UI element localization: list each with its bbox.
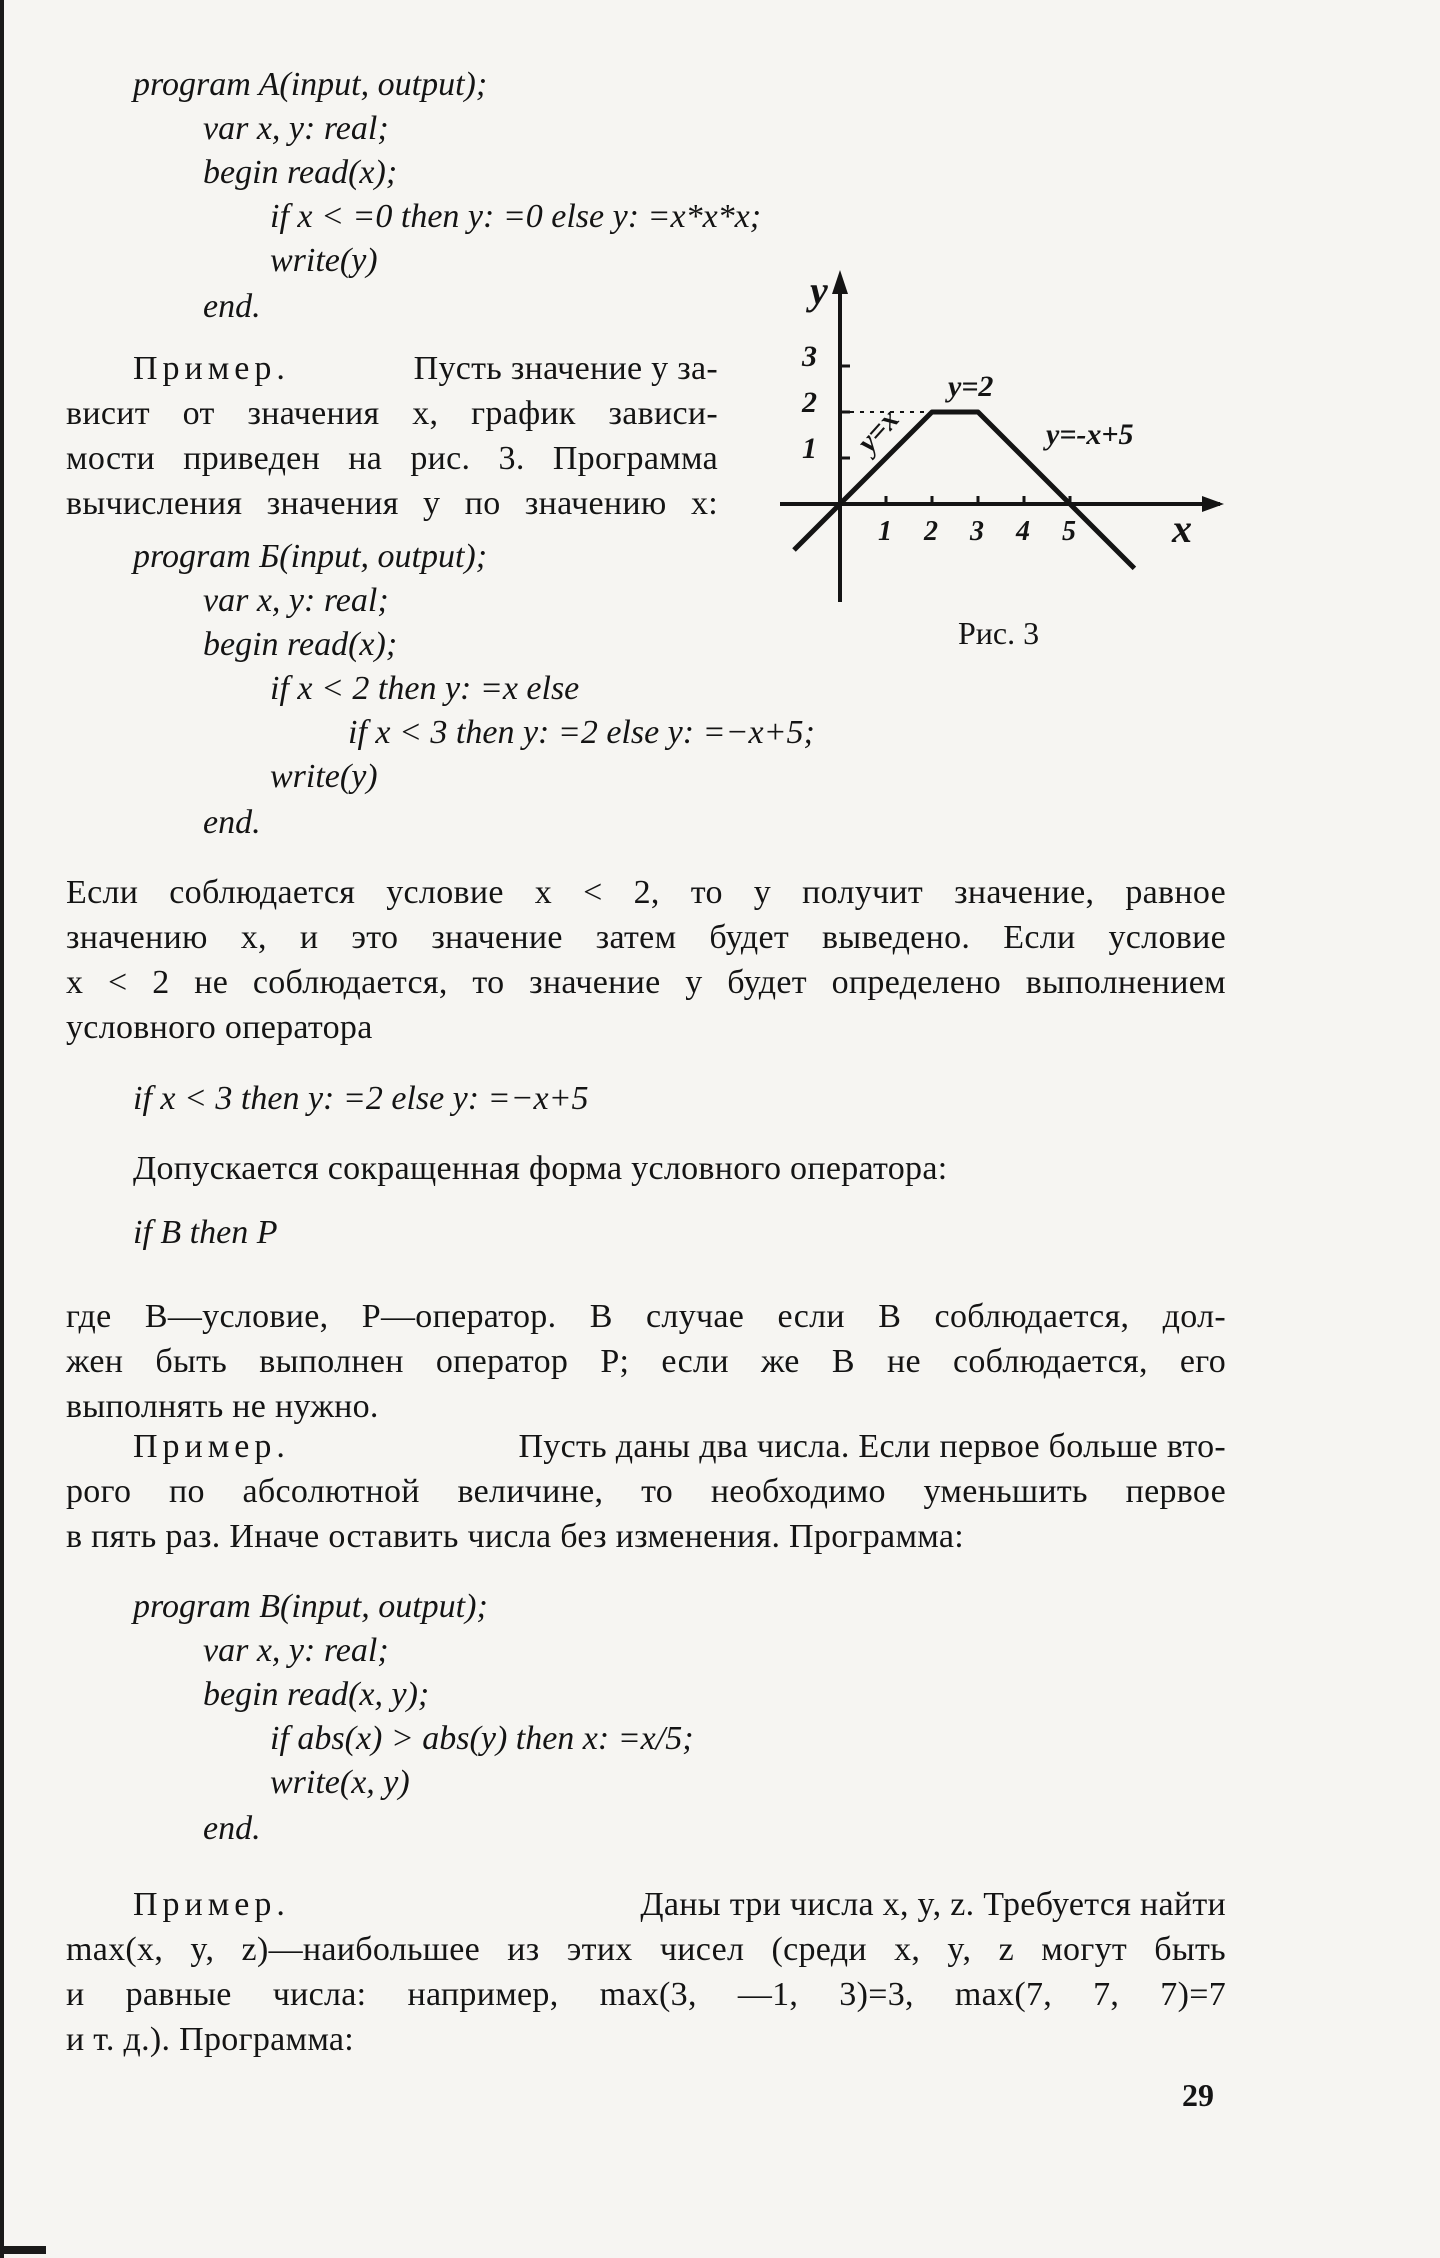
code-line: if x < 3 then y: =2 else y: =−x+5; (348, 714, 815, 751)
text-line: max(x, y, z)—наибольшее из этих чисел (среди x, y, z могут быть (66, 1931, 1226, 1968)
text-line: рого по абсолютной величине, то необходимо уменьшить первое (66, 1473, 1226, 1510)
x-tick-label-1: 1 (878, 516, 892, 547)
text-line: и равные числа: например, max(3, —1, 3)=3, max(7, 7, 7)=7 (66, 1976, 1226, 2013)
text-line: Допускается сокращенная форма условного оператора: (133, 1150, 948, 1187)
text-fragment: Пусть даны два числа. Если первое больше вто- (518, 1428, 1226, 1465)
label-y-equals-2: y=2 (948, 370, 994, 403)
code-line: if x < =0 then y: =0 else y: =x*x*x; (270, 198, 762, 235)
page-edge-shadow (0, 0, 4, 2258)
y-tick-label-2: 2 (802, 386, 817, 419)
y-axis-label: y (810, 268, 828, 313)
text-line: вычисления значения y по значению x: (66, 485, 718, 522)
text-line (133, 348, 718, 390)
code-line: write(y) (270, 758, 378, 795)
page-number: 29 (1182, 2077, 1214, 2113)
text-line: висит от значения x, график зависи- (66, 395, 718, 432)
text-line: условного оператора (66, 1009, 373, 1046)
text-line: x < 2 не соблюдается, то значение y будет определено выполнением (66, 964, 1226, 1001)
x-tick-label-2: 2 (924, 516, 938, 547)
code-line: begin read(x); (203, 154, 398, 191)
code-line: end. (203, 804, 261, 841)
text-line: и т. д.). Программа: (66, 2021, 355, 2058)
example-label: Пример. (133, 1428, 290, 1465)
x-tick-label-5: 5 (1062, 516, 1076, 547)
y-axis-arrow (832, 270, 848, 294)
code-line: if x < 2 then y: =x else (270, 670, 580, 707)
x-tick-label-4: 4 (1016, 516, 1030, 547)
code-line: write(x, y) (270, 1764, 410, 1801)
code-if-short-form: if B then P (133, 1214, 278, 1251)
text-line (133, 1884, 1226, 1926)
text-line: Если соблюдается условие x < 2, то y получит значение, равное (66, 874, 1226, 911)
code-line: if abs(x) > abs(y) then x: =x/5; (270, 1720, 694, 1757)
code-line: program Б(input, output); (133, 538, 488, 575)
y-tick-label-1: 1 (802, 432, 817, 465)
code-line: begin read(x, y); (203, 1676, 430, 1713)
code-if-statement: if x < 3 then y: =2 else y: =−x+5 (133, 1080, 589, 1117)
text-fragment: Даны три числа x, y, z. Требуется найти (640, 1886, 1226, 1923)
text-line: в пять раз. Иначе оставить числа без изменения. Программа: (66, 1518, 964, 1555)
text-line: жен быть выполнен оператор P; если же B не соблюдается, его (66, 1343, 1226, 1380)
label-y-equals-minus-x-plus-5: y=-x+5 (1046, 418, 1134, 451)
code-line: write(y) (270, 242, 378, 279)
code-line: begin read(x); (203, 626, 398, 663)
x-tick-label-3: 3 (970, 516, 984, 547)
code-line: end. (203, 288, 261, 325)
y-tick-label-3: 3 (802, 340, 817, 373)
text-line: где B—условие, P—оператор. В случае если B соблюдается, дол- (66, 1298, 1226, 1335)
text-line (133, 1426, 1226, 1468)
x-axis-arrow (1202, 496, 1224, 512)
code-line: program A(input, output); (133, 66, 488, 103)
x-axis-label: x (1172, 506, 1192, 551)
figure-3-graph (770, 260, 1240, 640)
example-label: Пример. (133, 350, 290, 387)
code-line: var x, y: real; (203, 582, 389, 619)
text-line: значению x, и это значение затем будет выведено. Если условие (66, 919, 1226, 956)
example-label: Пример. (133, 1886, 290, 1923)
code-line: end. (203, 1810, 261, 1847)
code-line: program B(input, output); (133, 1588, 488, 1625)
code-line: var x, y: real; (203, 110, 389, 147)
label-y-equals-x: y=x (850, 402, 906, 459)
text-line: выполнять не нужно. (66, 1388, 379, 1425)
text-line: мости приведен на рис. 3. Программа (66, 440, 718, 477)
scan-edge-mark (0, 2246, 46, 2254)
code-line: var x, y: real; (203, 1632, 389, 1669)
figure-caption: Рис. 3 (958, 615, 1040, 651)
text-fragment: Пусть значение y за- (413, 350, 718, 387)
